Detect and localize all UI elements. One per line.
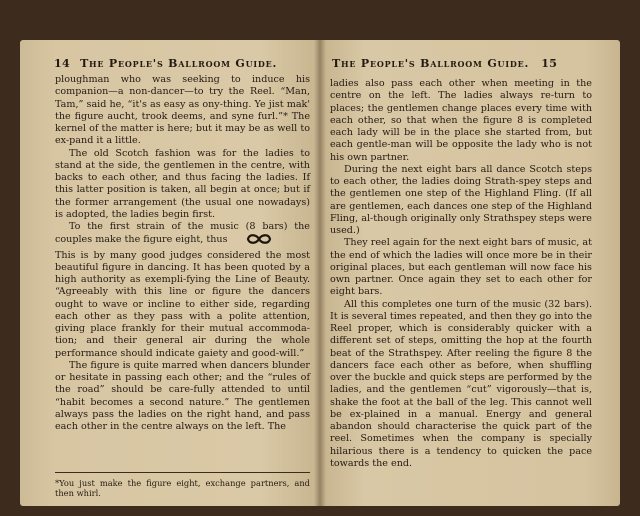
running-title: The People's Ballroom Guide.: [80, 57, 278, 70]
paragraph: The figure is quite marred when dancers blunder or hesitate in passing each other; and the “rules of the road” should be care-fully attended to until “habit becomes a second nature.” The gentlemen always pass the ladies on the right hand, and pass each other in the centre always on the left. The: [55, 359, 310, 432]
paragraph: During the next eight bars all dance Scotch steps to each other, the ladies doing Strath-spey steps and the gentlemen one step of the Highland Fling. (If all are gentlemen, each dances one step of the Highland Fling, al-though originally only Strathspey steps were used.): [330, 163, 592, 236]
paragraph: ploughman who was seeking to induce his companion—a non-dancer—to try the Reel. “Man, Tam,” said he, “it's as easy as ony-thing. Ye jist mak' the figure aucht, trook deems, and syne furl.”* The kernel of the matter is here; but it may be as well to ex-pand it a little.: [55, 74, 310, 147]
page-header: [54, 57, 277, 70]
left-page: [20, 40, 320, 506]
page-number: 14: [54, 57, 70, 70]
paragraph: ladies also pass each other when meeting in the centre on the left. The ladies always re-turn to places; the gentlemen change places every time with each other, so that when the figure 8 is completed each lady will be in the place she started from, but each gentle-man will be opposite the lady who is not his own partner.: [330, 78, 592, 163]
page-number: 15: [541, 57, 558, 70]
running-title: The People's Ballroom Guide.: [332, 57, 530, 70]
footnote: *You just make the figure eight, exchange partners, and then whirl.: [55, 478, 310, 498]
body-text: [330, 78, 592, 470]
paragraph: They reel again for the next eight bars of music, at the end of which the ladies will once more be in their original places, but each gentleman will now face his own partner. Once again they set to each other for eight bars.: [330, 237, 592, 298]
paragraph-with-figure: [55, 221, 310, 250]
body-text: [55, 74, 310, 433]
page-header: [332, 57, 557, 70]
paragraph: The old Scotch fashion was for the ladies to stand at the side, the gentlemen in the centre, with backs to each other, and thus facing the ladies. If this latter position is taken, all begin at once; but if the former arrangement (the usual one nowadays) is adopted, the ladies begin first.: [55, 147, 310, 220]
paragraph: All this completes one turn of the music (32 bars). It is several times repeated, and then they go into the Reel proper, which is considerably quicker with a different set of steps, omitting the hop at the fourth beat of the Strathspey. After reeling the figure 8 the dancers face each other as before, when shuffling over the buckle and quick steps are performed by the ladies, and the gentlemen “cut” vigorously—that is, shake the foot at the ball of the leg. This cannot well be ex-plained in a manual. Energy and general abandon should characterise the quick part of the reel. Sometimes when the company is specially hilarious there is a tendency to quicken the pace towards the end.: [330, 298, 592, 469]
figure-eight-icon: [232, 233, 272, 249]
book-gutter: [314, 40, 326, 506]
paragraph: This is by many good judges considered the most beautiful figure in dancing. It has been quoted by a high authority as exempli-fying the Line of Beauty. “Agreeably with this line or figure the dancers ought to wave or incline to either side, regarding each other as they pass with a polite attention, giving place frankly for their mutual accommoda-tion; and their general air during the whole performance should indicate gaiety and good-will.”: [55, 249, 310, 359]
paragraph-text: To the first strain of the music (8 bars) the couples make the figure eight, thus: [55, 221, 310, 246]
footnote-rule: [55, 472, 310, 473]
right-page: [320, 40, 620, 506]
